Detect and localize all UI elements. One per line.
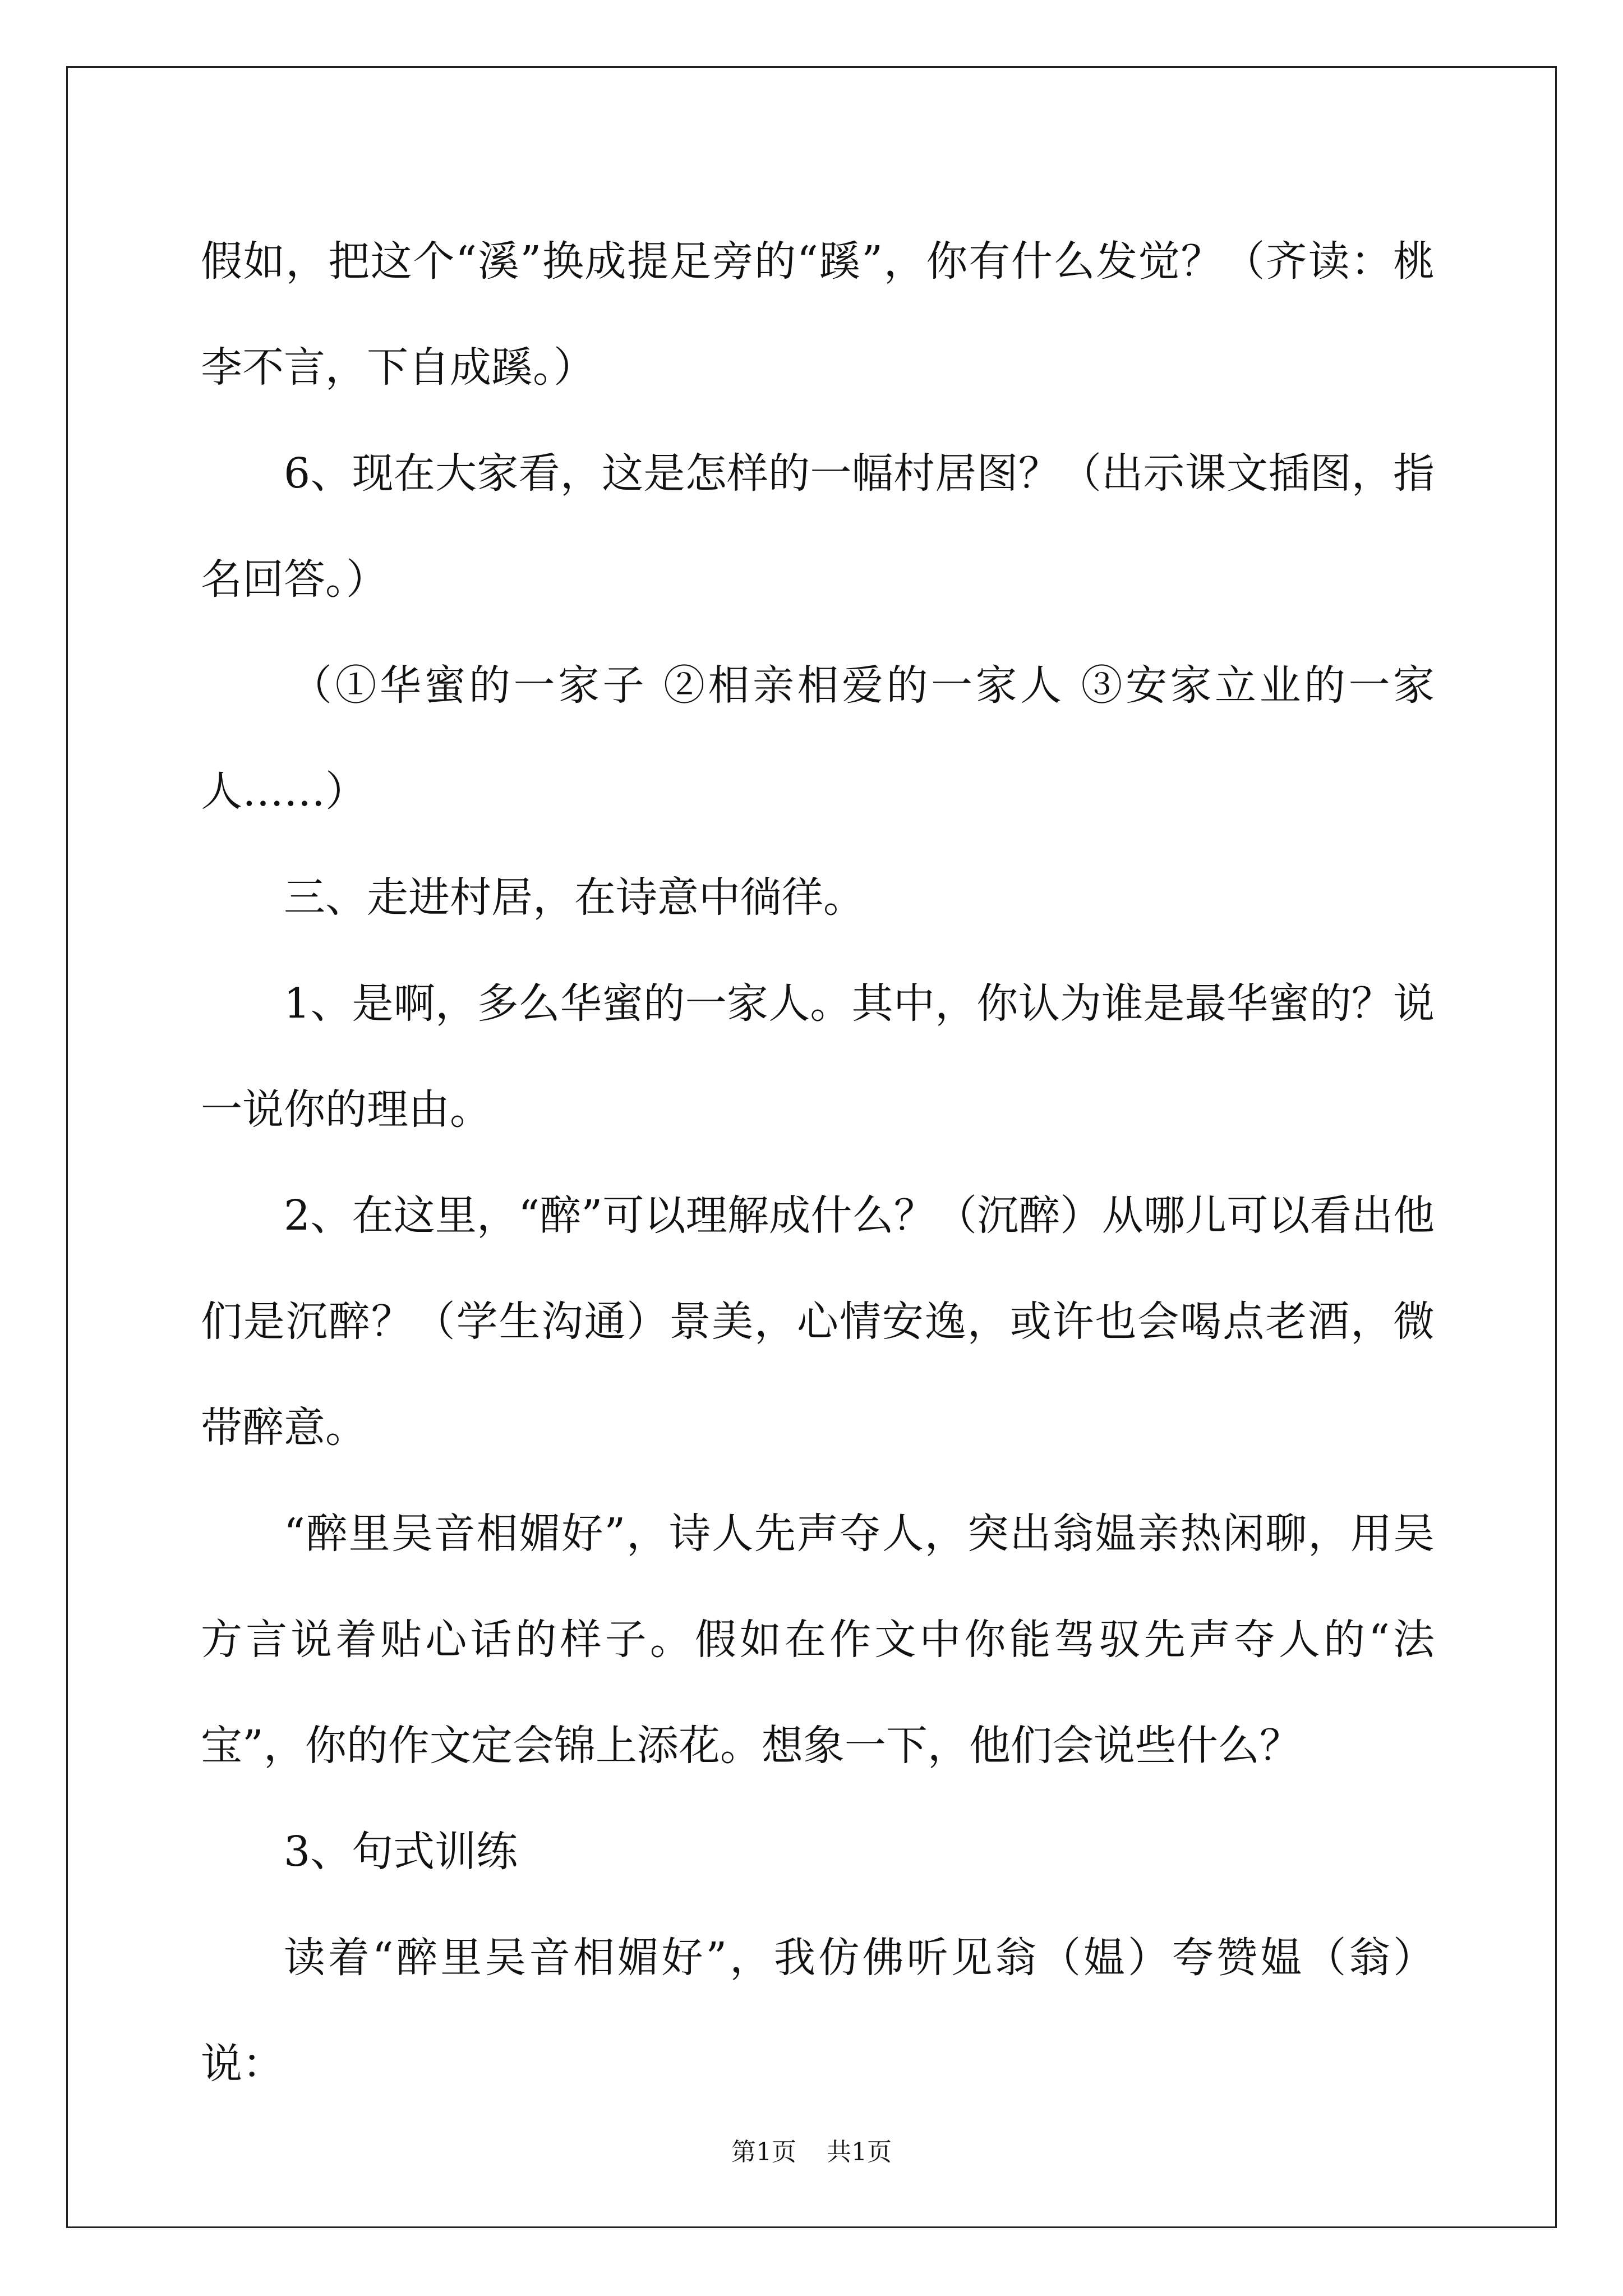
paragraph-6: 2、在这里，“醉”可以理解成什么？（沉醉）从哪儿可以看出他们是沉醉？（学生沟通）景美，心情安逸，或许也会喝点老酒，微带醉意。 xyxy=(201,1191,1435,1452)
paragraph-5: 1、是啊，多么华蜜的一家人。其中，你认为谁是最华蜜的？说一说你的理由。 xyxy=(201,979,1435,1134)
paragraph-2: 6、现在大家看，这是怎样的一幅村居图？（出示课文插图，指名回答。） xyxy=(201,449,1435,604)
page-total: 共1页 xyxy=(827,2138,892,2166)
paragraph-1: 假如，把这个“溪”换成提足旁的“蹊”，你有什么发觉？（齐读：桃李不言，下自成蹊。） xyxy=(201,237,1435,392)
paragraph-8: 3、句式训练 xyxy=(284,1828,518,1876)
document-body xyxy=(201,209,1435,2117)
page-footer xyxy=(0,2132,1623,2168)
paragraph-3: （①华蜜的一家子 ②相亲相爱的一家人 ③安家立业的一家人……） xyxy=(201,661,1435,816)
paragraph-7: “醉里吴音相媚好”，诗人先声夺人，突出翁媪亲热闲聊，用吴方言说着贴心话的样子。假如在作文中你能驾驭先声夺人的“法宝”，你的作文定会锦上添花。想象一下，他们会说些什么？ xyxy=(201,1510,1435,1770)
page-number: 第1页 xyxy=(731,2138,796,2166)
section-heading: 三、走进村居，在诗意中徜徉。 xyxy=(284,873,865,922)
paragraph-9: 读着“醉里吴音相媚好”，我仿佛听见翁（媪）夸赞媪（翁）说： xyxy=(201,1934,1435,2088)
